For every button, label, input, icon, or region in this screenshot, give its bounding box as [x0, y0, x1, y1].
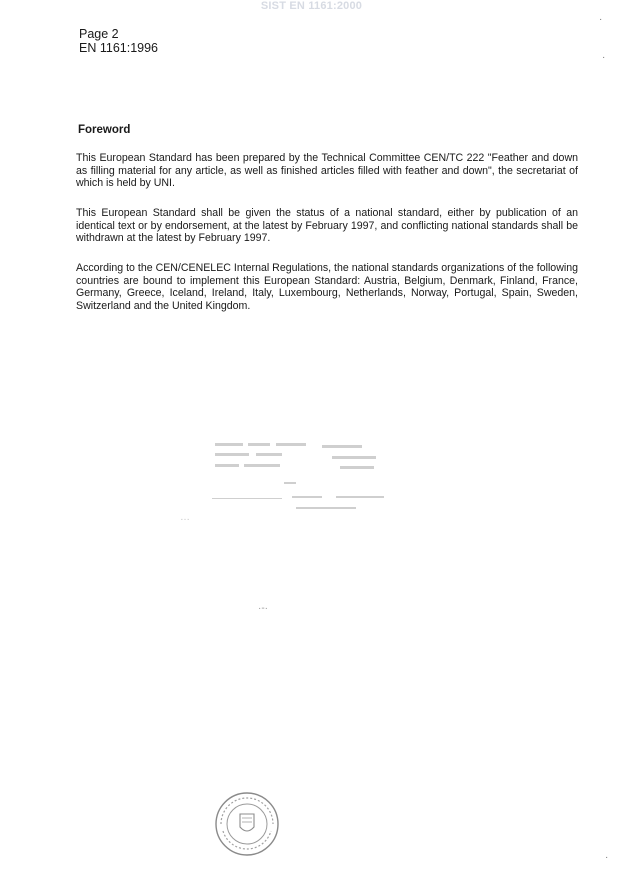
watermark-text: SIST EN 1161:2000: [260, 0, 363, 12]
scan-speck: ·: [602, 52, 606, 63]
foreword-paragraph-1: This European Standard has been prepared by the Technical Committee CEN/TC 222 "Feather and down as filling material for any article, as well as finished articles filled with feather and down", the secretariat of which is held by UNI.: [76, 152, 578, 190]
foreword-paragraph-2: This European Standard shall be given the status of a national standard, either by publication of an identical text or by endorsement, at the latest by February 1997, and conflicting national standards shall be withdrawn at the latest by February 1997.: [76, 207, 578, 245]
standard-number: EN 1161:1996: [79, 41, 158, 55]
official-seal-icon: [213, 791, 281, 857]
show-through-artifact: [212, 437, 397, 527]
scan-speck: ·: [599, 14, 603, 25]
page-header: [79, 27, 158, 55]
foreword-paragraph-3: According to the CEN/CENELEC Internal Regulations, the national standards organizations of the following countries are bound to implement this European Standard: Austria, Belgium, Denmark, Finland, France, Germany, Greece, Iceland, Ireland, Italy, Luxembourg, Netherlands, Norway, Portugal, Spain, Sweden, Switzerland and the United Kingdom.: [76, 262, 578, 312]
scan-speck: ·: [605, 852, 609, 863]
page-label: Page 2: [79, 27, 119, 41]
scan-speck: …: [180, 512, 190, 523]
foreword-heading: Foreword: [78, 124, 131, 136]
scan-speck: ·-·: [258, 603, 268, 614]
